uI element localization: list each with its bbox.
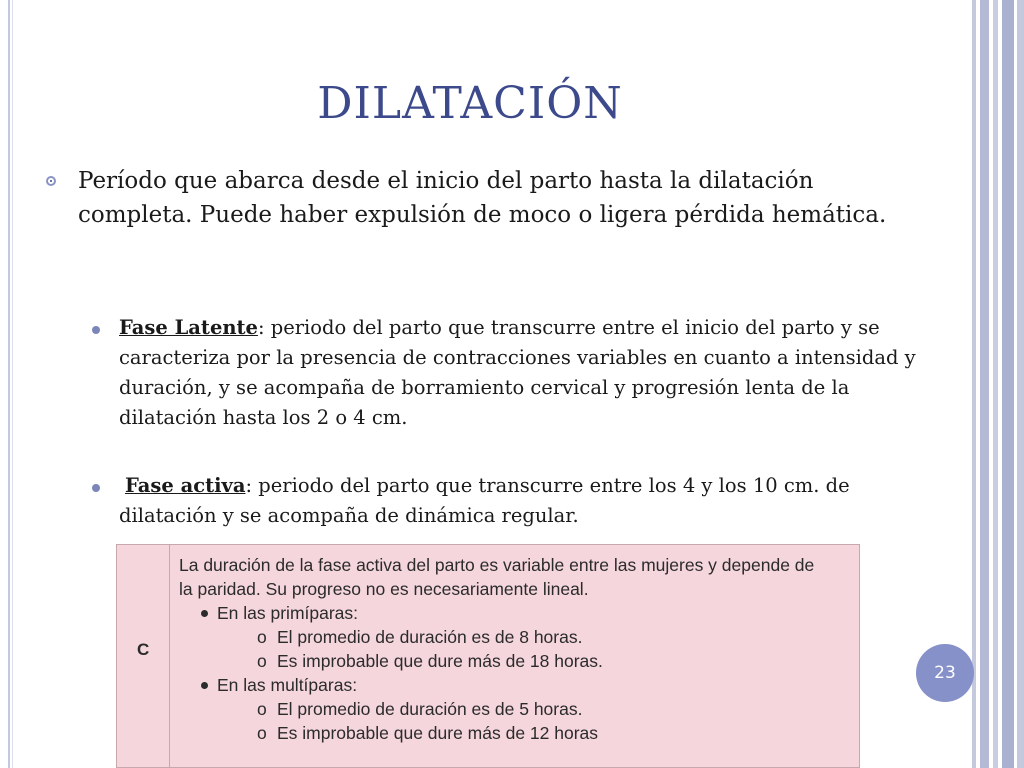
right-decorative-stripes	[972, 0, 1024, 768]
recommendation-table	[116, 544, 860, 768]
multiparas-item-1: o El promedio de duración es de 5 horas.	[179, 697, 859, 721]
primiparas-item-1: o El promedio de duración es de 8 horas.	[179, 625, 859, 649]
slide-title: DILATACIÓN	[317, 78, 623, 129]
bullet-fase-latente-icon	[92, 326, 100, 334]
fase-activa-term: Fase activa	[125, 474, 246, 497]
page-number-badge: 23	[916, 644, 974, 702]
intro-paragraph: Período que abarca desde el inicio del parto hasta la dilatación completa. Puede haber expulsión de moco o ligera pérdida hemática.	[78, 168, 887, 228]
recommendation-text	[179, 553, 859, 745]
table-intro-line-1: La duración de la fase activa del parto es variable entre las mujeres y depende de	[179, 555, 815, 575]
fase-activa-text: : periodo del parto que transcurre entre los 4 y los 10 cm. de dilatación y se acompaña de dinámica regular.	[119, 474, 850, 527]
grade-label: C	[137, 640, 150, 659]
multiparas-label: En las multíparas:	[179, 673, 859, 697]
table-intro-line-2: la paridad. Su progreso no es necesariamente lineal.	[179, 579, 589, 599]
fase-latente-paragraph	[119, 313, 949, 433]
fase-latente-text: : periodo del parto que transcurre entre el inicio del parto y se caracteriza por la presencia de contracciones variables en cuanto a intensidad y duración, y se acompaña de borramiento cervical y progresión lenta de la dilatación hasta los 2 o 4 cm.	[119, 316, 916, 429]
bullet-fase-activa-icon	[92, 484, 100, 492]
fase-latente-term: Fase Latente	[119, 316, 258, 339]
fase-activa-paragraph	[119, 471, 949, 531]
main-bullet-icon	[46, 176, 56, 186]
primiparas-label: En las primíparas:	[179, 601, 859, 625]
primiparas-item-2: o Es improbable que dure más de 18 horas.	[179, 649, 859, 673]
grade-column	[117, 545, 170, 767]
multiparas-item-2: o Es improbable que dure más de 12 horas	[179, 721, 859, 745]
